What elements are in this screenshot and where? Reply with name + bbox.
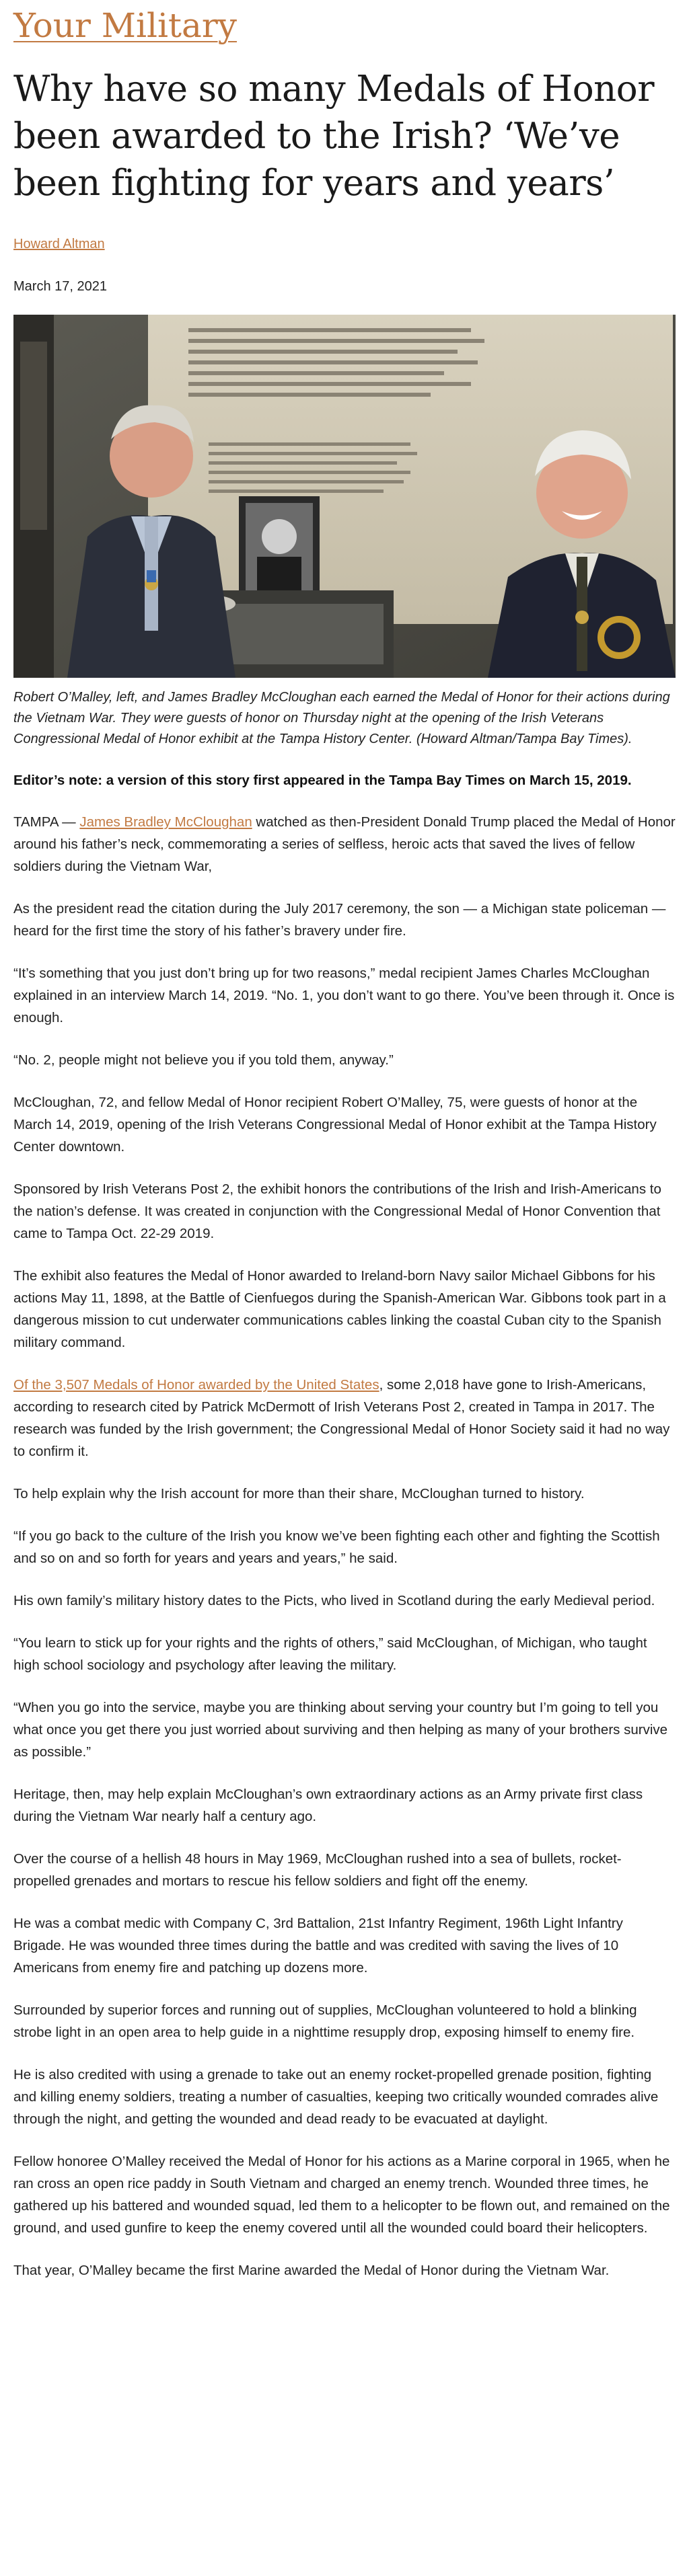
paragraph: To help explain why the Irish account for more than their share, McCloughan turned to history. [13, 1486, 585, 1501]
headline: Why have so many Medals of Honor been awarded to the Irish? ‘We’ve been fighting for years and years’ [13, 69, 655, 204]
lead-photo [13, 315, 676, 678]
paragraph [13, 1374, 676, 1462]
paragraph: “If you go back to the culture of the Irish you know we’ve been fighting each other and fighting the Scottish and so on and so forth for years and years and years,” he said. [13, 1528, 660, 1566]
paragraph: McCloughan, 72, and fellow Medal of Honor recipient Robert O’Malley, 75, were guests of honor at the March 14, 2019, opening of the Irish Veterans Congressional Medal of Honor exhibit at the Tampa History Center downtown. [13, 1095, 657, 1155]
dateline: TAMPA — [13, 814, 80, 830]
paragraph: That year, O’Malley became the first Marine awarded the Medal of Honor during the Vietnam War. [13, 2263, 610, 2278]
paragraph: “When you go into the service, maybe you are thinking about serving your country but I’m going to tell you what once you get there you just worried about surviving and then helping as many of your brothers survive as possible.” [13, 1700, 668, 1760]
paragraph: He was a combat medic with Company C, 3rd Battalion, 21st Infantry Regiment, 196th Light Infantry Brigade. He was wounded three times during the battle and was credited with saving the lives of 10 Americans from enemy fire and patching up dozens more. [13, 1916, 623, 1976]
paragraph: “It’s something that you just don’t bring up for two reasons,” medal recipient James Charles McCloughan explained in an interview March 14, 2019. “No. 1, you don’t want to go there. You’ve been through it. Once is enough. [13, 966, 675, 1025]
lead-photo-illustration [13, 315, 676, 678]
article-body [13, 811, 676, 2281]
paragraph: The exhibit also features the Medal of Honor awarded to Ireland-born Navy sailor Michael Gibbons for his actions May 11, 1898, at the Battle of Cienfuegos during the Spanish-American War. Gibbons took part in a dangerous mission to cut underwater communications cables linking the coastal Cuban city to the Spanish military command. [13, 1268, 666, 1350]
paragraph: He is also credited with using a grenade to take out an enemy rocket-propelled grenade position, fighting and killing enemy soldiers, treating a number of casualties, keeping two critically wounded comrades alive through the night, and getting the wounded and dead ready to be evacuated at daylight. [13, 2067, 659, 2127]
paragraph: His own family’s military history dates to the Picts, who lived in Scotland during the early Medieval period. [13, 1593, 655, 1608]
editors-note: Editor’s note: a version of this story first appeared in the Tampa Bay Times on March 15, 2019. [13, 773, 632, 788]
section-link-your-military[interactable]: Your Military [13, 6, 237, 45]
paragraph: “You learn to stick up for your rights and the rights of others,” said McCloughan, of Michigan, who taught high school sociology and psychology after leaving the military. [13, 1635, 647, 1673]
mccloughan-link[interactable]: James Bradley McCloughan [79, 814, 252, 830]
paragraph: As the president read the citation during the July 2017 ceremony, the son — a Michigan state policeman — heard for the first time the story of his father’s bravery under fire. [13, 901, 666, 939]
paragraph [13, 811, 676, 877]
paragraph-text: watched as then-President Donald Trump placed the Medal of Honor around his father’s neck, commemorating a series of selfless, heroic acts that saved the lives of fellow soldiers during the Vietnam War, [13, 814, 676, 874]
medals-of-honor-link[interactable]: Of the 3,507 Medals of Honor awarded by the United States [13, 1377, 379, 1393]
publish-date: March 17, 2021 [13, 279, 107, 294]
paragraph: Surrounded by superior forces and running out of supplies, McCloughan volunteered to hold a blinking strobe light in an open area to help guide in a nighttime resupply drop, exposing himself to enemy fire. [13, 2002, 637, 2040]
paragraph: Over the course of a hellish 48 hours in May 1969, McCloughan rushed into a sea of bullets, rocket-propelled grenades and mortars to rescue his fellow soldiers and fight off the enemy. [13, 1851, 622, 1889]
paragraph: Fellow honoree O’Malley received the Medal of Honor for his actions as a Marine corporal in 1965, when he ran cross an open rice paddy in South Vietnam and charged an enemy trench. Wounded three times, he gathered up his battered and wounded squad, led them to a helicopter to be flown out, and remained on the ground, and used gunfire to keep the enemy covered until all the wounded could board their helicopters. [13, 2154, 670, 2236]
paragraph-text: , some 2,018 have gone to Irish-Americans, according to research cited by Patrick McDermott of Irish Veterans Post 2, created in Tampa in 2017. The research was funded by the Irish government; the Congressional Medal of Honor Society said it had no way to confirm it. [13, 1377, 670, 1459]
paragraph: “No. 2, people might not believe you if you told them, anyway.” [13, 1052, 394, 1068]
photo-caption: Robert O’Malley, left, and James Bradley McCloughan each earned the Medal of Honor for their actions during the Vietnam War. They were guests of honor on Thursday night at the opening of the Irish Veterans Congressional Medal of Honor exhibit at the Tampa History Center. (Howard Altman/Tampa Bay Times). [13, 690, 670, 746]
paragraph: Sponsored by Irish Veterans Post 2, the exhibit honors the contributions of the Irish and Irish-Americans to the nation’s defense. It was created in conjunction with the Congressional Medal of Honor Convention that came to Tampa Oct. 22-29 2019. [13, 1181, 661, 1241]
author-link[interactable]: Howard Altman [13, 237, 105, 251]
paragraph: Heritage, then, may help explain McCloughan’s own extraordinary actions as an Army private first class during the Vietnam War nearly half a century ago. [13, 1787, 643, 1824]
